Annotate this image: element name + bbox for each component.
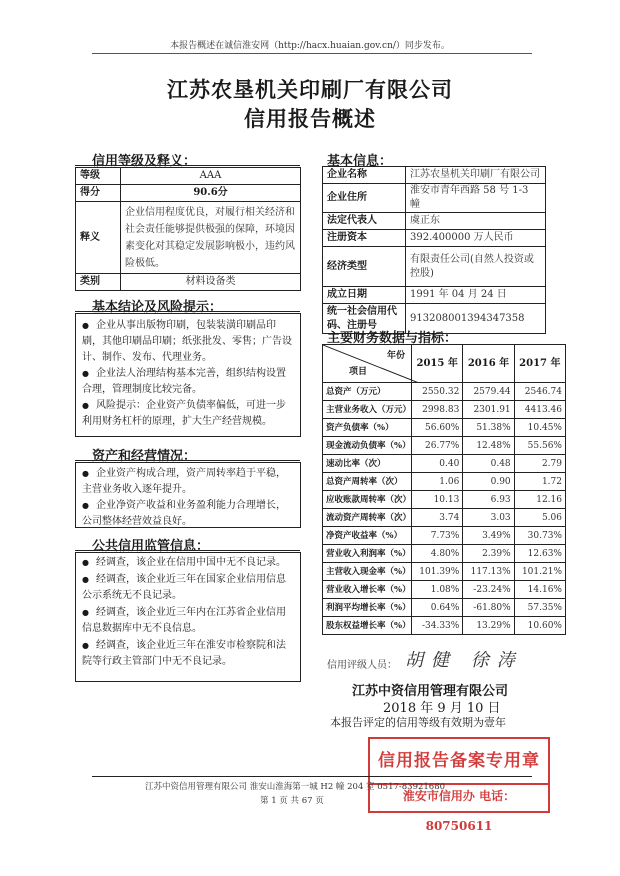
financial-rows: [323, 383, 566, 635]
financial-item-name: 现金流动负债率（%）: [323, 437, 412, 455]
financial-item-name: 股东权益增长率（%）: [323, 617, 412, 635]
financial-value: 2.79: [514, 455, 565, 473]
financial-row: [323, 509, 566, 527]
financial-value: 1.08%: [412, 581, 463, 599]
financial-value: 56.60%: [412, 419, 463, 437]
financial-item-name: 总资产周转率（次）: [323, 473, 412, 491]
issue-date: 2018 年 9 月 10 日: [383, 701, 501, 716]
conclusion-item: ● 风险提示：企业资产负债率偏低，可进一步利用财务杠杆的原理，扩大生产经营规模。: [82, 400, 286, 427]
score-value: 90.6分: [121, 185, 301, 202]
financial-value: 55.56%: [514, 437, 565, 455]
financial-value: 1.06: [412, 473, 463, 491]
bullet-icon: ●: [82, 607, 89, 617]
financial-value: 2998.83: [412, 401, 463, 419]
info-value: 江苏农垦机关印刷厂有限公司: [406, 167, 546, 184]
bullet-icon: ●: [82, 369, 89, 378]
supervision-item: ● 经调查，该企业近三年在国家企业信用信息公示系统无不良记录。: [82, 573, 286, 601]
info-label: 企业住所: [323, 184, 406, 213]
header-note: 本报告概述在诚信淮安网（http://hacx.huaian.gov.cn/）同步发布。: [170, 41, 450, 51]
assets-heading-underline: [75, 460, 300, 461]
info-label: 经济类型: [323, 247, 406, 287]
financial-value: 6.93: [463, 491, 514, 509]
basic-info-table: [322, 166, 546, 334]
signature-label: 信用评级人员：: [327, 660, 397, 671]
info-value: 392.400000 万人民币: [406, 230, 546, 247]
financial-item-name: 营业收入利润率（%）: [323, 545, 412, 563]
financial-value: -61.80%: [463, 599, 514, 617]
financial-item-name: 速动比率（次）: [323, 455, 412, 473]
financial-value: 5.06: [514, 509, 565, 527]
info-label: 法定代表人: [323, 213, 406, 230]
financial-value: 51.38%: [463, 419, 514, 437]
signature-names: 胡健 徐涛: [405, 650, 523, 671]
assets-heading: 资产和经营情况：: [92, 449, 197, 464]
financial-row: [323, 401, 566, 419]
supervision-box: [75, 552, 301, 682]
info-value: 913208001394347358: [406, 304, 546, 334]
info-value: 淮安市青年西路 58 号 1-3 幢: [406, 184, 546, 213]
header-divider: [92, 53, 532, 54]
financial-item-name: 营业收入增长率（%）: [323, 581, 412, 599]
bullet-icon: ●: [82, 574, 89, 584]
year-header: 2016 年: [463, 345, 514, 383]
stamp-text: 信用报告备案专用章: [378, 751, 540, 771]
financial-row: [323, 563, 566, 581]
conclusion-heading-underline: [75, 311, 300, 312]
financial-value: 10.13: [412, 491, 463, 509]
financial-row: [323, 581, 566, 599]
bullet-icon: ●: [82, 501, 89, 510]
financial-value: 26.77%: [412, 437, 463, 455]
financial-value: 2550.32: [412, 383, 463, 401]
financial-value: 10.60%: [514, 617, 565, 635]
financial-row: [323, 473, 566, 491]
info-label: 成立日期: [323, 287, 406, 304]
financial-value: 30.73%: [514, 527, 565, 545]
assets-box: [75, 462, 301, 528]
financial-value: 2.39%: [463, 545, 514, 563]
basic-info-heading: 基本信息：: [327, 154, 393, 169]
financial-value: 14.16%: [514, 581, 565, 599]
financial-row: [323, 455, 566, 473]
conclusion-item: ● 企业法人治理结构基本完善，组织结构设置合理，管理制度比较完备。: [82, 368, 286, 395]
corner-year: 年份: [386, 351, 405, 361]
supervision-heading: 公共信用监管信息：: [92, 539, 210, 554]
financial-value: 4413.46: [514, 401, 565, 419]
financial-row: [323, 437, 566, 455]
financial-value: -23.24%: [463, 581, 514, 599]
bullet-icon: ●: [82, 469, 89, 478]
financial-item-name: 应收账款周转率（次）: [323, 491, 412, 509]
financial-value: 117.13%: [463, 563, 514, 581]
financial-value: 3.49%: [463, 527, 514, 545]
info-value: 1991 年 04 月 24 日: [406, 287, 546, 304]
financial-value: 0.40: [412, 455, 463, 473]
meaning-label: 释义: [76, 202, 121, 274]
financial-item-name: 流动资产周转率（次）: [323, 509, 412, 527]
financial-value: 13.29%: [463, 617, 514, 635]
financial-value: 0.64%: [412, 599, 463, 617]
page-info: 第 1 页 共 67 页: [260, 796, 324, 806]
conclusion-item: ● 企业从事出版物印刷，包装装潢印刷品印刷，其他印刷品印刷；纸张批发、零售；广告设计、制作、发布、代理业务。: [82, 320, 292, 363]
financial-row: [323, 491, 566, 509]
info-value: 有限责任公司(自然人投资或控股): [406, 247, 546, 287]
conclusion-heading: 基本结论及风险提示：: [92, 300, 223, 315]
financial-item-name: 主营业务收入（万元）: [323, 401, 412, 419]
financial-value: 10.45%: [514, 419, 565, 437]
financial-value: 12.16: [514, 491, 565, 509]
financial-value: 1.72: [514, 473, 565, 491]
financial-row: [323, 545, 566, 563]
financial-value: 2579.44: [463, 383, 514, 401]
financial-value: 0.90: [463, 473, 514, 491]
supervision-item: ● 经调查，该企业在信用中国中无不良记录。: [76, 555, 300, 572]
footer-divider: [92, 776, 532, 777]
credit-table: [75, 167, 301, 291]
financial-value: 4.80%: [412, 545, 463, 563]
bullet-icon: ●: [82, 321, 89, 330]
financial-row: [323, 383, 566, 401]
financial-value: 3.74: [412, 509, 463, 527]
financial-value: 101.21%: [514, 563, 565, 581]
supervision-heading-underline: [75, 550, 300, 551]
financial-value: 12.48%: [463, 437, 514, 455]
stamp-sub: 淮安市信用办 电话：80750611: [402, 789, 516, 833]
validity-note: 本报告评定的信用等级有效期为壹年: [330, 716, 506, 729]
financial-row: [323, 419, 566, 437]
bullet-icon: ●: [82, 558, 89, 567]
bullet-icon: ●: [82, 640, 89, 650]
financial-item-name: 主营收入现金率（%）: [323, 563, 412, 581]
info-label: 企业名称: [323, 167, 406, 184]
corner-cell: [323, 345, 412, 383]
stamp-box: [368, 737, 550, 785]
year-header: 2017 年: [514, 345, 565, 383]
financial-row: [323, 617, 566, 635]
financial-value: 12.63%: [514, 545, 565, 563]
issuer-name: 江苏中资信用管理有限公司: [352, 684, 509, 699]
financial-value: 2546.74: [514, 383, 565, 401]
financial-value: 101.39%: [412, 563, 463, 581]
title-report: 信用报告概述: [244, 106, 376, 131]
financial-value: 57.35%: [514, 599, 565, 617]
corner-item: 项目: [349, 367, 368, 377]
supervision-item: ● 经调查，该企业近三年内在江苏省企业信用信息数据库中无不良信息。: [82, 606, 286, 634]
category-label: 类别: [76, 274, 121, 291]
financial-value: 7.73%: [412, 527, 463, 545]
financial-table: [322, 344, 566, 635]
info-label: 统一社会信用代码、注册号: [323, 304, 406, 334]
financial-heading: 主要财务数据与指标：: [327, 331, 458, 346]
credit-heading: 信用等级及释义：: [92, 154, 197, 169]
financial-value: 3.03: [463, 509, 514, 527]
financial-value: 2301.91: [463, 401, 514, 419]
financial-item-name: 资产负债率（%）: [323, 419, 412, 437]
financial-item-name: 总资产（万元）: [323, 383, 412, 401]
bullet-icon: ●: [82, 401, 89, 410]
conclusion-box: [75, 313, 301, 437]
category-value: 材料设备类: [121, 274, 301, 291]
supervision-item: ● 经调查，该企业近三年在淮安市检察院和法院等行政主管部门中无不良记录。: [82, 639, 286, 667]
financial-row: [323, 527, 566, 545]
info-label: 注册资本: [323, 230, 406, 247]
financial-row: [323, 599, 566, 617]
score-label: 得分: [76, 185, 121, 202]
financial-value: -34.33%: [412, 617, 463, 635]
financial-value: 0.48: [463, 455, 514, 473]
title-company: 江苏农垦机关印刷厂有限公司: [167, 77, 453, 102]
financial-item-name: 利润平均增长率（%）: [323, 599, 412, 617]
year-header: 2015 年: [412, 345, 463, 383]
assets-item: ● 企业资产构成合理，资产周转率趋于平稳，主营业务收入逐年提升。: [82, 468, 286, 495]
meaning-text: 企业信用程度优良，对履行相关经济和社会责任能够提供极强的保障，环境因素变化对其稳定发展影响极小，违约风险极低。: [121, 202, 301, 274]
financial-item-name: 净资产收益率（%）: [323, 527, 412, 545]
grade-value: AAA: [121, 168, 301, 185]
footer-line: 江苏中资信用管理有限公司 淮安山淮海第一城 H2 幢 204 室 0517-83921680: [145, 782, 446, 792]
grade-label: 等级: [76, 168, 121, 185]
assets-item: ● 企业净资产收益和业务盈利能力合理增长，公司整体经营效益良好。: [82, 500, 286, 527]
info-value: 虞正东: [406, 213, 546, 230]
credit-heading-underline: [75, 165, 300, 166]
